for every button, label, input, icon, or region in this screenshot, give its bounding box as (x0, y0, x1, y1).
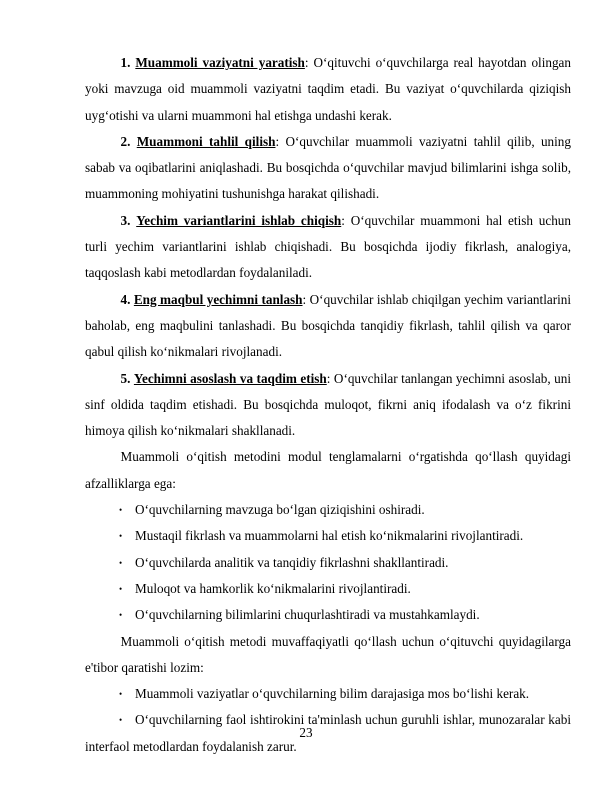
step-number: 5. (120, 370, 131, 386)
requirements-intro: Muammoli o‘qitish metodi muvaffaqiyatli qo‘llash uchun o‘qituvchi quyidagilarga e'tibor qaratishi lozim: (85, 633, 571, 675)
bullet-icon: • (119, 583, 123, 594)
list-item-text: O‘quvchilarning faol ishtirokini ta'minlash uchun guruhli ishlar, munozaralar kabi interfaol metodlardan foydalanish zarur. (85, 712, 571, 754)
step-text: : O‘quvchilar muammoli vaziyatni tahlil qilib, uning sabab va oqibatlarini aniqlashadi. Bu bosqichda o‘quvchilar mavjud bilimlarini ishga solib, muammoning mohiyatini tushunishga harakat qilishadi. (85, 133, 571, 202)
advantages-intro: Muammoli o‘qitish metodini modul tenglamalarni o‘rgatishda qo‘llash quyidagi afzalliklarga ega: (85, 449, 571, 491)
bullet-icon: • (119, 689, 123, 700)
bullet-icon: • (119, 505, 123, 516)
advantages-list (85, 497, 571, 628)
step-term: Yechimni asoslash va taqdim etish (133, 370, 327, 386)
list-item (85, 602, 571, 628)
list-item (85, 523, 571, 549)
step-number: 4. (120, 291, 131, 307)
step-paragraph-5 (85, 366, 571, 445)
requirements-list (85, 681, 571, 760)
list-item-text: O‘quvchilarning bilimlarini chuqurlashtiradi va mustahkamlaydi. (135, 607, 480, 623)
bullet-icon: • (119, 557, 123, 568)
bullet-icon: • (119, 531, 123, 542)
list-item (85, 497, 571, 523)
page-number: 23 (299, 725, 313, 740)
bullet-icon: • (119, 610, 123, 621)
step-term: Eng maqbul yechimni tanlash (133, 291, 303, 307)
list-item-text: O‘quvchilarning mavzuga bo‘lgan qiziqishini oshiradi. (135, 502, 425, 518)
step-number: 1. (120, 55, 131, 70)
list-item (85, 681, 571, 707)
step-number: 3. (120, 212, 131, 228)
list-item-text: O‘quvchilarda analitik va tanqidiy fikrlashni shakllantiradi. (135, 554, 449, 570)
document-body (85, 50, 571, 760)
step-paragraph-2 (85, 129, 571, 208)
step-term: Muammoni tahlil qilish (136, 133, 276, 149)
step-paragraph-3 (85, 208, 571, 287)
step-text: : O‘quvchilar muammoni hal etish uchun turli yechim variantlarini ishlab chiqishadi. Bu bosqichda ijodiy fikrlash, analogiya, taqqoslash kabi metodlardan foydalaniladi. (85, 212, 571, 281)
step-paragraph-4 (85, 287, 571, 366)
bullet-icon: • (119, 715, 123, 726)
step-term: Yechim variantlarini ishlab chiqish (136, 212, 342, 228)
list-item (85, 550, 571, 576)
step-text: : O‘quvchilar tanlangan yechimni asoslab, uni sinf oldida taqdim etishadi. Bu bosqichda muloqot, fikrni aniq ifodalash va o‘z fikrini himoya qilish ko‘nikmalari shakllanadi. (85, 370, 571, 439)
step-text: : O‘qituvchi o‘quvchilarga real hayotdan olingan yoki mavzuga oid muammoli vaziyatni taqdim etadi. Bu vaziyat o‘quvchilarda qiziqish uyg‘otishi va ularni muammoni hal etishga undashi kerak. (85, 55, 572, 123)
list-item-text: Muammoli vaziyatlar o‘quvchilarning bilim darajasiga mos bo‘lishi kerak. (135, 686, 530, 702)
step-paragraph-1 (85, 50, 571, 129)
step-term: Muammoli vaziyatni yaratish (135, 55, 305, 70)
step-text: : O‘quvchilar ishlab chiqilgan yechim variantlarini baholab, eng maqbulini tanlashadi. Bu bosqichda tanqidiy fikrlash, tahlil qilish va qaror qabul qilish ko‘nikmalari rivojlanadi. (85, 291, 572, 360)
list-item (85, 576, 571, 602)
list-item-text: Mustaqil fikrlash va muammolarni hal etish ko‘nikmalarini rivojlantiradi. (135, 528, 524, 544)
step-number: 2. (120, 133, 131, 149)
list-item-text: Muloqot va hamkorlik ko‘nikmalarini rivojlantiradi. (135, 580, 411, 596)
